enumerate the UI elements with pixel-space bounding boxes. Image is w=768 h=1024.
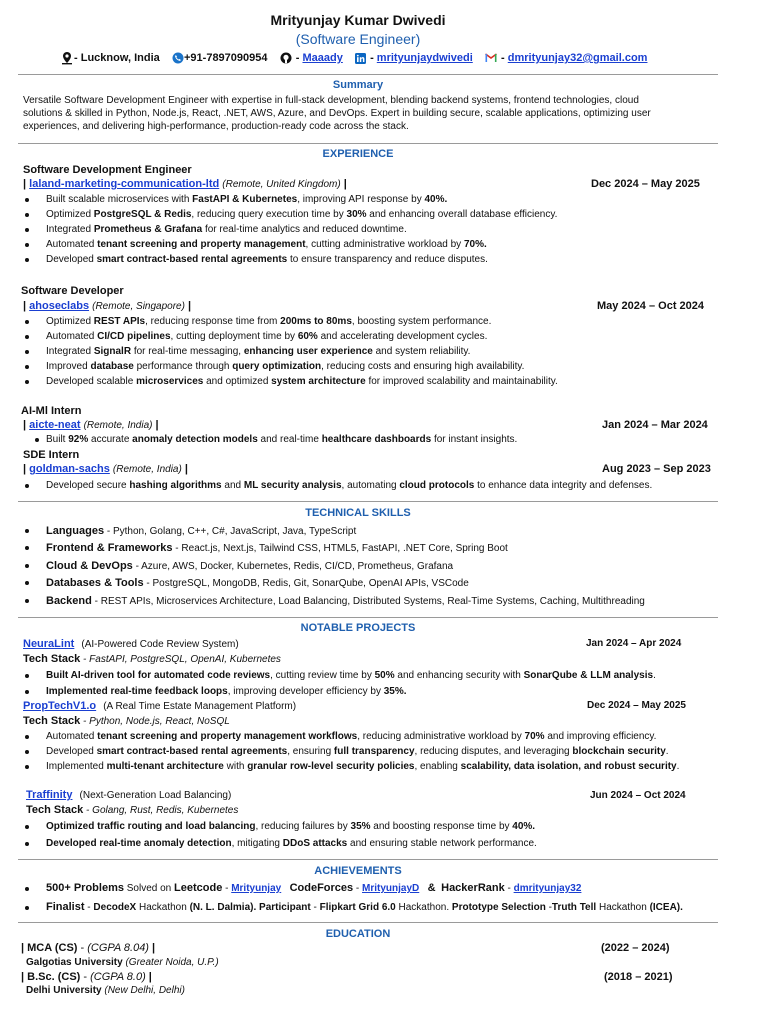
job-title: AI-Ml Intern (21, 405, 82, 417)
skill-line: Languages - Python, Golang, C++, C#, JavaScript, Java, TypeScript (46, 525, 357, 537)
bullet-dot (25, 906, 29, 910)
bullet-dot (25, 365, 29, 369)
project-bullet: Developed real-time anomaly detection, mitigating DDoS attacks and ensuring stable network performance. (46, 838, 537, 849)
bullet-dot (25, 258, 29, 262)
project-bullet: Implemented multi-tenant architecture with granular row-level security policies, enabling scalability, data isolation, and robust security. (46, 761, 680, 772)
project-link[interactable]: NeuraLint (23, 638, 75, 650)
project-title-line: Traffinity (Next-Generation Load Balancing) (26, 789, 232, 801)
bullet-dot (25, 825, 29, 829)
project-bullet: Optimized traffic routing and load balancing, reducing failures by 35% and boosting response time by 40%. (46, 821, 536, 832)
achievement-line: Finalist - DecodeX Hackathon (N. L. Dalmia). Participant - Flipkart Grid 6.0 Hackathon. Prototype Selection -Truth Tell Hackathon (ICEA). (46, 901, 683, 913)
job-title: Software Developer (21, 285, 124, 297)
job-bullet: Integrated SignalR for real-time messaging, enhancing user experience and system reliability. (46, 346, 471, 357)
bullet-dot (25, 546, 29, 550)
summary-line-2: solutions & skilled in Python, Node.js, React, .NET, AWS, Azure, and DevOps. Expert in building secure, scalable applications, optimizing user (23, 108, 651, 119)
job-company-line: | aicte-neat (Remote, India) | (23, 419, 159, 431)
bullet-dot (25, 213, 29, 217)
job-title: SDE Intern (23, 449, 80, 461)
email-link[interactable]: dmrityunjay32@gmail.com (507, 51, 648, 64)
project-stack: Tech Stack - Python, Node.js, React, NoSQL (23, 715, 230, 727)
education-years: (2018 – 2021) (604, 971, 673, 983)
job-date: May 2024 – Oct 2024 (597, 300, 705, 312)
job-date: Jan 2024 – Mar 2024 (602, 419, 708, 431)
leetcode-link[interactable]: Mrityunjay (231, 883, 282, 894)
job-company-line: | ahoseclabs (Remote, Singapore) | (23, 300, 192, 312)
location-pin-icon (60, 51, 74, 65)
bullet-dot (25, 484, 29, 488)
bullet-dot (25, 335, 29, 339)
job-bullet: Improved database performance through query optimization, reducing costs and ensuring high availability. (46, 361, 525, 372)
project-bullet: Built AI-driven tool for automated code reviews, cutting review time by 50% and enhancing security with SonarQube & LLM analysis. (46, 670, 656, 681)
education-heading: EDUCATION (325, 928, 391, 940)
job-bullet: Built 92% accurate anomaly detection models and real-time healthcare dashboards for instant insights. (46, 434, 518, 445)
achievement-line: 500+ Problems Solved on Leetcode - Mrityunjay CodeForces - MrityunjayD & HackerRank - dmrityunjay32 (46, 882, 582, 894)
project-date: Dec 2024 – May 2025 (587, 700, 686, 711)
job-date: Aug 2023 – Sep 2023 (602, 463, 711, 475)
codeforces-link[interactable]: MrityunjayD (362, 883, 420, 894)
bullet-dot (25, 581, 29, 585)
skills-heading: TECHNICAL SKILLS (305, 507, 411, 519)
project-bullet: Developed smart contract-based rental agreements, ensuring full transparency, reducing disputes, and leveraging blockchain security. (46, 746, 669, 757)
divider (18, 617, 718, 618)
bullet-dot (25, 564, 29, 568)
education-degree-line: | B.Sc. (CS) - (CGPA 8.0) | (21, 971, 152, 983)
education-years: (2022 – 2024) (601, 942, 670, 954)
bullet-dot (35, 438, 39, 442)
project-stack: Tech Stack - FastAPI, PostgreSQL, OpenAI, Kubernetes (23, 653, 281, 665)
education-university: Galgotias University (Greater Noida, U.P.) (26, 957, 219, 968)
divider (18, 143, 718, 144)
bullet-dot (25, 350, 29, 354)
phone-icon (172, 52, 184, 64)
experience-heading: EXPERIENCE (322, 148, 394, 160)
bullet-dot (25, 529, 29, 533)
summary-line-3: experiences, and delivering high-performance, production-ready code across the stack. (23, 121, 409, 132)
projects-heading: NOTABLE PROJECTS (300, 622, 416, 634)
phone-text[interactable]: +91-7897090954 (184, 51, 268, 64)
job-company-line: | laland-marketing-communication-ltd (Remote, United Kingdom) | (23, 178, 347, 190)
linkedin-prefix: - (370, 51, 374, 64)
linkedin-link[interactable]: mrityunjaydwivedi (376, 51, 473, 64)
job-bullet: Built scalable microservices with FastAPI & Kubernetes, improving API response by 40%. (46, 194, 448, 205)
project-link[interactable]: PropTechV1.o (23, 700, 97, 712)
project-title-line: NeuraLint (AI-Powered Code Review System) (23, 638, 239, 650)
bullet-dot (25, 198, 29, 202)
skill-line: Frontend & Frameworks - React.js, Next.js, Tailwind CSS, HTML5, FastAPI, .NET Core, Spring Boot (46, 542, 508, 554)
bullet-dot (25, 735, 29, 739)
company-link[interactable]: goldman-sachs (29, 463, 110, 475)
achievements-heading: ACHIEVEMENTS (314, 865, 402, 877)
job-title: Software Development Engineer (23, 164, 192, 176)
skill-line: Cloud & DevOps - Azure, AWS, Docker, Kubernetes, Redis, CI/CD, Prometheus, Grafana (46, 560, 454, 572)
bullet-dot (25, 243, 29, 247)
project-date: Jun 2024 – Oct 2024 (590, 790, 686, 801)
gmail-icon (485, 53, 497, 63)
skill-line: Databases & Tools - PostgreSQL, MongoDB, Redis, Git, SonarQube, OpenAI APIs, VSCode (46, 577, 469, 589)
github-link[interactable]: Maaady (302, 51, 343, 64)
summary-heading: Summary (332, 79, 384, 91)
github-icon (280, 52, 292, 64)
email-prefix: - (501, 51, 505, 64)
job-bullet: Automated CI/CD pipelines, cutting deployment time by 60% and accelerating development cycles. (46, 331, 488, 342)
divider (18, 501, 718, 502)
bullet-dot (25, 380, 29, 384)
job-date: Dec 2024 – May 2025 (591, 178, 700, 190)
job-bullet: Optimized REST APIs, reducing response time from 200ms to 80ms, boosting system performance. (46, 316, 492, 327)
project-title-line: PropTechV1.o (A Real Time Estate Management Platform) (23, 700, 297, 712)
job-bullet: Optimized PostgreSQL & Redis, reducing query execution time by 30% and enhancing overall database efficiency. (46, 209, 558, 220)
job-bullet: Integrated Prometheus & Grafana for real-time analytics and reduced downtime. (46, 224, 407, 235)
company-link[interactable]: aicte-neat (29, 419, 81, 431)
project-bullet: Automated tenant screening and property management workflows, reducing administrative workload by 70% and improving efficiency. (46, 731, 657, 742)
summary-line-1: Versatile Software Development Engineer with expertise in full-stack development, blending backend systems, frontend technologies, cloud (23, 95, 639, 106)
contact-line (60, 51, 647, 65)
bullet-dot (25, 750, 29, 754)
project-link[interactable]: Traffinity (26, 789, 73, 801)
github-prefix: - (295, 51, 300, 64)
bullet-dot (25, 599, 29, 603)
divider (18, 922, 718, 923)
education-degree-line: | MCA (CS) - (CGPA 8.04) | (21, 942, 156, 954)
candidate-title: (Software Engineer) (295, 31, 421, 47)
linkedin-icon (355, 53, 366, 64)
divider (18, 859, 718, 860)
bullet-dot (25, 690, 29, 694)
job-bullet: Automated tenant screening and property management, cutting administrative workload by 70%. (46, 239, 487, 250)
project-date: Jan 2024 – Apr 2024 (586, 638, 682, 649)
location-text: - Lucknow, India (74, 51, 160, 64)
job-bullet: Developed smart contract-based rental agreements to ensure transparency and reduce disputes. (46, 254, 488, 265)
education-university: Delhi University (New Delhi, Delhi) (26, 985, 185, 996)
job-bullet: Developed secure hashing algorithms and ML security analysis, automating cloud protocols to enhance data integrity and defenses. (46, 480, 653, 491)
skill-line: Backend - REST APIs, Microservices Architecture, Load Balancing, Distributed Systems, Real-Time Systems, Caching, Multithreading (46, 595, 645, 607)
project-bullet: Implemented real-time feedback loops, improving developer efficiency by 35%. (46, 686, 407, 697)
candidate-name: Mrityunjay Kumar Dwivedi (270, 12, 446, 28)
project-stack: Tech Stack - Golang, Rust, Redis, Kubernetes (26, 804, 239, 816)
job-bullet: Developed scalable microservices and optimized system architecture for improved scalability and maintainability. (46, 376, 558, 387)
bullet-dot (25, 228, 29, 232)
job-company-line: | goldman-sachs (Remote, India) | (23, 463, 188, 475)
company-link[interactable]: laland-marketing-communication-ltd (29, 178, 220, 190)
bullet-dot (25, 765, 29, 769)
bullet-dot (25, 674, 29, 678)
bullet-dot (25, 842, 29, 846)
divider (18, 74, 718, 75)
company-link[interactable]: ahoseclabs (29, 300, 90, 312)
bullet-dot (25, 887, 29, 891)
bullet-dot (25, 320, 29, 324)
hackerrank-link[interactable]: dmrityunjay32 (513, 883, 582, 894)
